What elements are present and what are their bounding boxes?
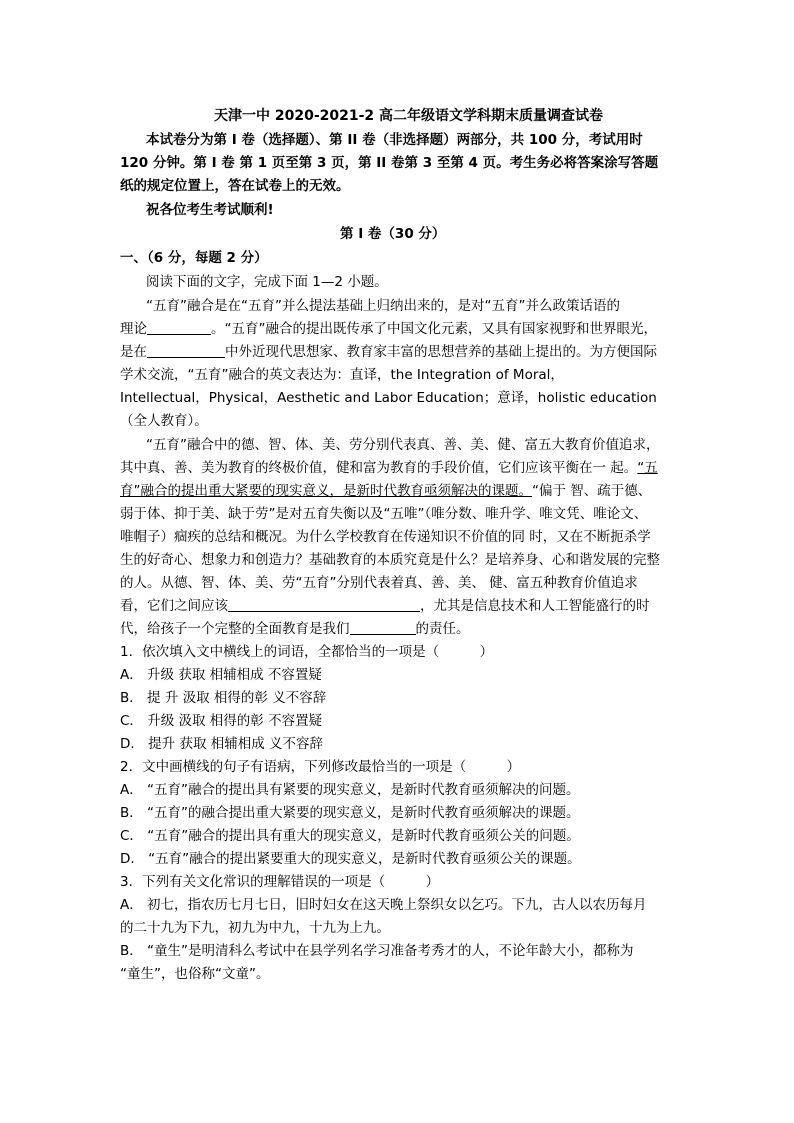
passage-line-1: “五育”融合是在“五育”并么提法基础上归纳出来的，是对“五育”并么政策话语的 — [146, 298, 620, 314]
section-1-heading: 一、（6 分，每题 2 分） — [120, 250, 268, 266]
question-3-option-a: A． 初七，指农历七月七日，旧时妇女在这天晚上祭织女以乞巧。下九，古人以农历每月 — [120, 897, 647, 913]
reading-instruction: 阅读下面的文字，完成下面 1—2 小题。 — [146, 274, 388, 290]
passage-text: 的责任。 — [415, 621, 470, 637]
passage-line-3 — [120, 342, 657, 362]
passage-line-6: （全人教育）。 — [120, 413, 208, 429]
passage-text: 。“五育”融合的提出既传承了中国文化元素，又具有国家视野和世界眼光， — [211, 321, 657, 337]
underlined-sentence: 是新时代教育亟须解决的课题。 — [343, 483, 532, 499]
underlined-sentence: 育”融合的提出重大紧要的现实意义， — [120, 483, 343, 499]
question-2-stem: 2．文中画横线的句子有语病，下列修改最恰当的一项是（ ） — [120, 759, 521, 775]
passage-line-12: 生的好奇心、想象力和创造力？基础教育的本质究竟是什么？是培养身、心和谐发展的完整 — [120, 552, 660, 568]
fill-blank-1 — [147, 320, 211, 335]
intro-line-3: 纸的规定位置上，答在试卷上的无效。 — [120, 178, 350, 194]
underlined-sentence: “五 — [637, 460, 658, 476]
fill-blank-4 — [350, 620, 416, 635]
passage-line-5: Intellectual，Physical，Aesthetic and Labor Education；意译，holistic education — [120, 390, 657, 406]
passage-line-11: 唯帽子）痼疾的总结和概况。为什么学校教育在传递知识不价值的同 时，又在不断扼杀学 — [120, 529, 651, 545]
question-3-option-b-cont: “童生”，也俗称“文童”。 — [120, 966, 270, 982]
passage-text: 理论 — [120, 321, 147, 337]
part1-title: 第 I 卷（30 分） — [340, 226, 446, 242]
question-1-option-d: D． 提升 获取 相辅相成 义不容辞 — [120, 736, 324, 752]
passage-text: 其中真、善、美为教育的终极价值，健和富为教育的手段价值，它们应该平衡在一 起。 — [120, 460, 638, 476]
fill-blank-3 — [228, 597, 420, 612]
passage-line-14 — [120, 596, 650, 616]
intro-line-2: 120 分钟。第 I 卷 第 1 页至第 3 页，第 II 卷第 3 至第 4 页。考生务必将答案涂写答题 — [120, 155, 659, 171]
passage-line-10: 弱于体、抑于美、缺于劳”是对五育失衡以及“五唯”（唯分数、唯升学、唯文凭、唯论文、 — [120, 506, 648, 522]
question-1-option-c: C． 升级 汲取 相得的彰 不容置疑 — [120, 713, 323, 729]
fill-blank-2 — [147, 343, 225, 358]
passage-line-4: 学术交流，“五育”融合的英文表达为：直译，the Integration of Moral， — [120, 367, 564, 383]
question-2-option-a: A． “五育”融合的提出具有紧要的现实意义，是新时代教育亟须解决的问题。 — [120, 782, 580, 798]
question-3-stem: 3．下列有关文化常识的理解错误的一项是（ ） — [120, 874, 440, 890]
passage-line-9 — [120, 481, 651, 501]
passage-line-2 — [120, 319, 657, 339]
passage-line-15 — [120, 619, 470, 639]
passage-line-13: 的人。从德、智、体、美、劳“五育”分别代表着真、善、美、 健、富五种教育价值追求 — [120, 575, 638, 591]
passage-text: 是在 — [120, 344, 147, 360]
passage-text: ，尤其是信息技术和人工智能盛行的时 — [420, 598, 650, 614]
wish-line: 祝各位考生考试顺利! — [146, 202, 274, 218]
question-2-option-b: B． “五育”的融合提出重大紧要的现实意义，是新时代教育亟须解决的课题。 — [120, 805, 580, 821]
exam-title: 天津一中 2020-2021-2 高二年级语文学科期末质量调查试卷 — [214, 108, 604, 124]
passage-text: “偏于 智、疏于德、 — [532, 483, 652, 499]
passage-text: 中外近现代思想家、教育家丰富的思想营养的基础上提出的。为方便国际 — [225, 344, 657, 360]
question-1-option-b: B． 提 升 汲取 相得的彰 义不容辞 — [120, 690, 327, 706]
passage-line-8 — [120, 458, 658, 478]
question-2-option-d: D． “五育”融合的提出紧要重大的现实意义，是新时代教育亟须公关的课题。 — [120, 851, 581, 867]
question-3-option-b: B． “童生”是明清科么考试中在县学列名学习准备考秀才的人，不论年龄大小，都称为 — [120, 943, 634, 959]
intro-line-1: 本试卷分为第 I 卷（选择题）、第 II 卷（非选择题）两部分，共 100 分，考试用时 — [146, 132, 643, 148]
passage-text: 看，它们之间应该 — [120, 598, 228, 614]
passage-line-7: “五育”融合中的德、智、体、美、劳分别代表真、善、美、健、富五大教育价值追求， — [146, 437, 660, 453]
question-1-option-a: A． 升级 获取 相辅相成 不容置疑 — [120, 667, 322, 683]
question-2-option-c: C． “五育”融合的提出具有重大的现实意义，是新时代教育亟须公关的问题。 — [120, 828, 580, 844]
question-3-option-a-cont: 的二十九为下九，初九为中九，十九为上九。 — [120, 920, 390, 936]
question-1-stem: 1．依次填入文中横线上的词语，全都恰当的一项是（ ） — [120, 644, 494, 660]
passage-text: 代，给孩子一个完整的全面教育是我们 — [120, 621, 350, 637]
